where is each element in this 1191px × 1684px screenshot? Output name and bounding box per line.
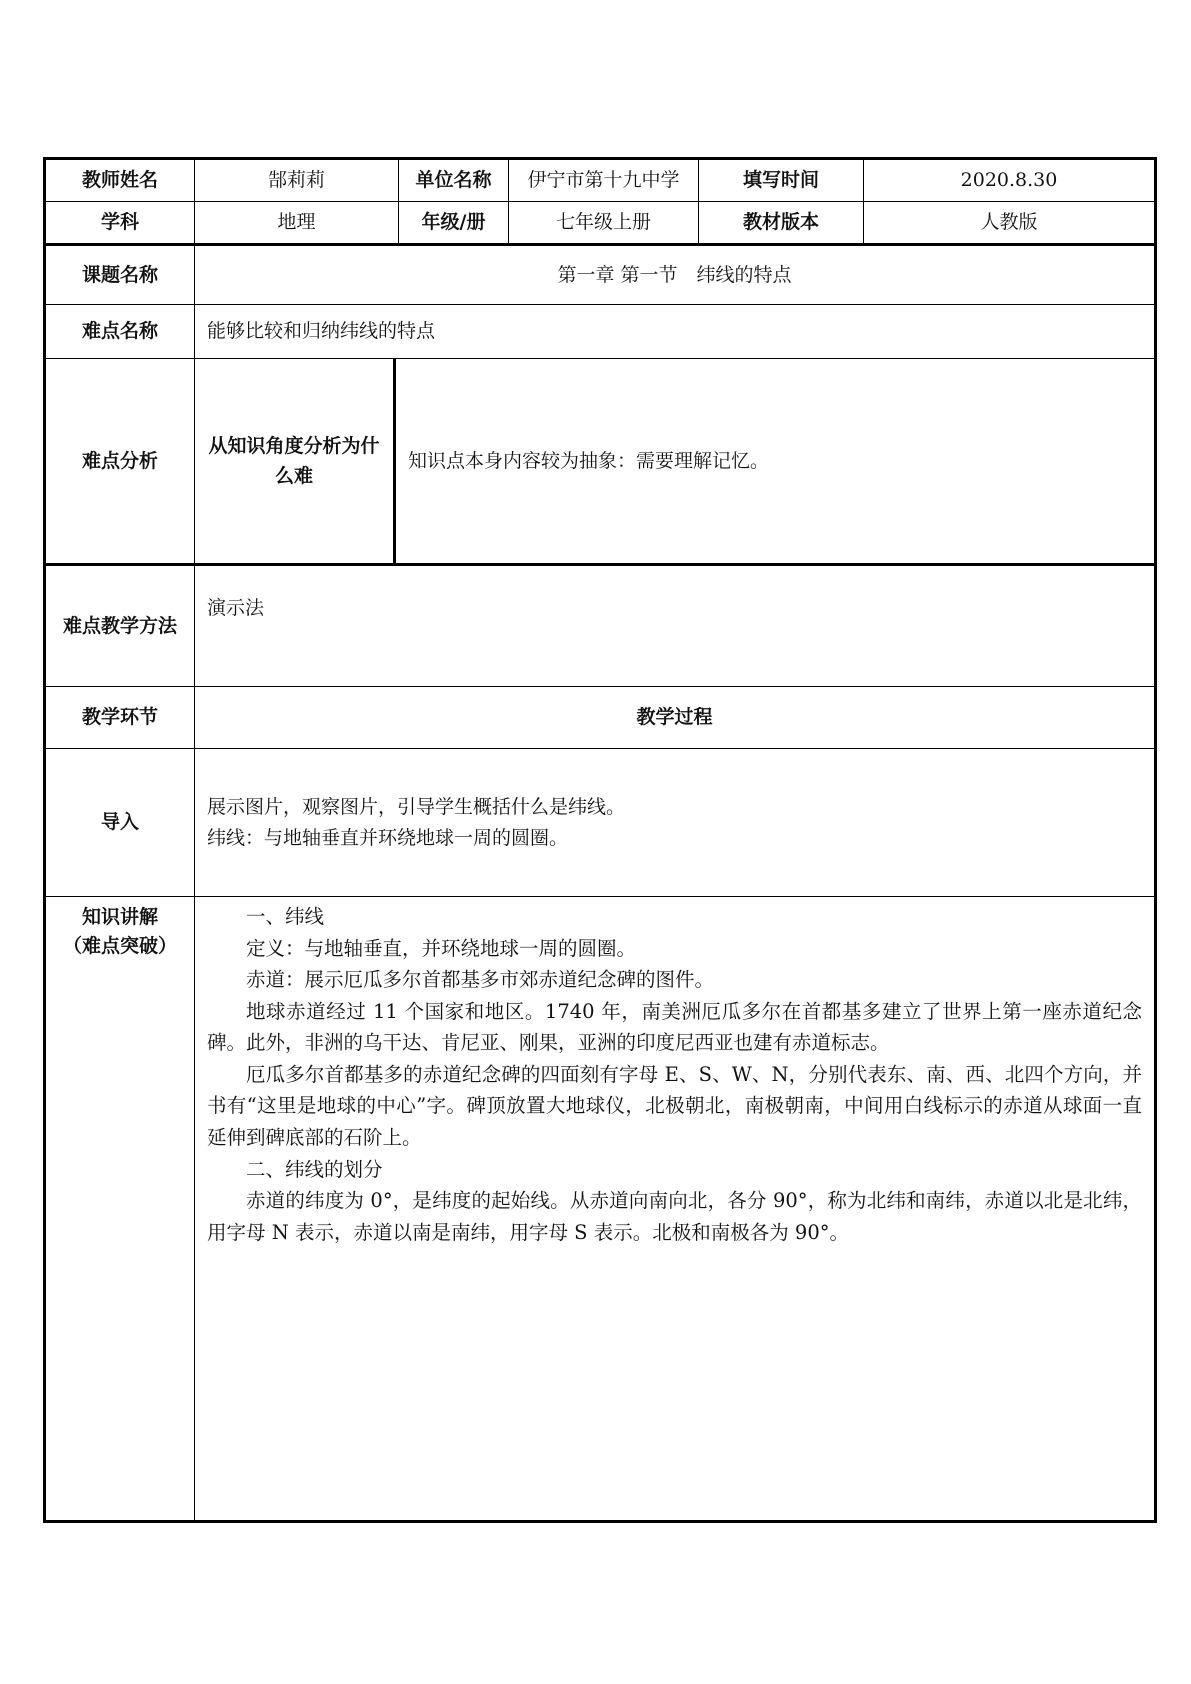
difficulty-value: 能够比较和归纳纬线的特点 — [195, 305, 1156, 359]
method-row — [45, 565, 1156, 687]
knowledge-row — [45, 897, 1156, 1522]
knowledge-paragraph: 赤道的纬度为 0°，是纬度的起始线。从赤道向南向北，各分 90°，称为北纬和南纬，赤道以北是北纬，用字母 N 表示，赤道以南是南纬，用字母 S 表示。北极和南极各为 90°。 — [207, 1189, 1143, 1244]
intro-row — [45, 749, 1156, 897]
knowledge-label-line2: （难点突破） — [62, 934, 177, 957]
grade-value: 七年级上册 — [509, 202, 699, 245]
lesson-plan-form — [43, 157, 1154, 1523]
analysis-sub-label: 从知识角度分析为什么难 — [195, 359, 395, 565]
intro-content — [195, 749, 1156, 897]
unit-name-value: 伊宁市第十九中学 — [509, 159, 699, 202]
knowledge-paragraph: 地球赤道经过 11 个国家和地区。1740 年，南美洲厄瓜多尔在首都基多建立了世界上第一座赤道纪念碑。此外，非洲的乌干达、肯尼亚、刚果，亚洲的印度尼西亚也建有赤道标志。 — [207, 999, 1143, 1055]
teacher-name-label: 教师姓名 — [45, 159, 195, 202]
subject-label: 学科 — [45, 202, 195, 245]
edition-value: 人教版 — [864, 202, 1156, 245]
method-value: 演示法 — [195, 565, 1156, 687]
difficulty-label: 难点名称 — [45, 305, 195, 359]
teacher-name-value: 郜莉莉 — [195, 159, 399, 202]
analysis-row — [45, 359, 1156, 565]
analysis-label: 难点分析 — [45, 359, 195, 565]
knowledge-content — [195, 897, 1156, 1522]
header-row-1 — [45, 159, 1156, 202]
intro-line: 纬线：与地轴垂直并环绕地球一周的圆圈。 — [207, 826, 569, 849]
knowledge-paragraph: 厄瓜多尔首都基多的赤道纪念碑的四面刻有字母 E、S、W、N，分别代表东、南、西、北四个方向，并书有“这里是地球的中心”字。碑顶放置大地球仪，北极朝北，南极朝南，中间用白线标示的赤道从球面一直延伸到碑底部的石阶上。 — [207, 1062, 1143, 1150]
process-content-label: 教学过程 — [195, 687, 1156, 749]
topic-label: 课题名称 — [45, 245, 195, 305]
knowledge-paragraph: 赤道：展示厄瓜多尔首都基多市郊赤道纪念碑的图件。 — [246, 968, 715, 992]
knowledge-paragraph: 定义：与地轴垂直，并环绕地球一周的圆圈。 — [246, 936, 637, 960]
subject-value: 地理 — [195, 202, 399, 245]
unit-name-label: 单位名称 — [399, 159, 509, 202]
topic-value: 第一章 第一节 纬线的特点 — [195, 245, 1156, 305]
method-label: 难点教学方法 — [45, 565, 195, 687]
knowledge-label — [45, 897, 195, 1522]
topic-row — [45, 245, 1156, 305]
process-stage-label: 教学环节 — [45, 687, 195, 749]
analysis-value: 知识点本身内容较为抽象：需要理解记忆。 — [395, 359, 1156, 565]
lesson-plan-table — [43, 157, 1157, 1523]
edition-label: 教材版本 — [699, 202, 864, 245]
knowledge-paragraph: 一、纬线 — [246, 905, 325, 928]
intro-label: 导入 — [45, 749, 195, 897]
knowledge-label-line1: 知识讲解 — [81, 906, 158, 928]
grade-label: 年级/册 — [399, 202, 509, 245]
intro-line: 展示图片，观察图片，引导学生概括什么是纬线。 — [207, 796, 626, 819]
knowledge-paragraph: 二、纬线的划分 — [246, 1157, 383, 1181]
header-row-2 — [45, 202, 1156, 245]
difficulty-row — [45, 305, 1156, 359]
process-header-row — [45, 687, 1156, 749]
fill-date-value: 2020.8.30 — [864, 159, 1156, 202]
fill-date-label: 填写时间 — [699, 159, 864, 202]
